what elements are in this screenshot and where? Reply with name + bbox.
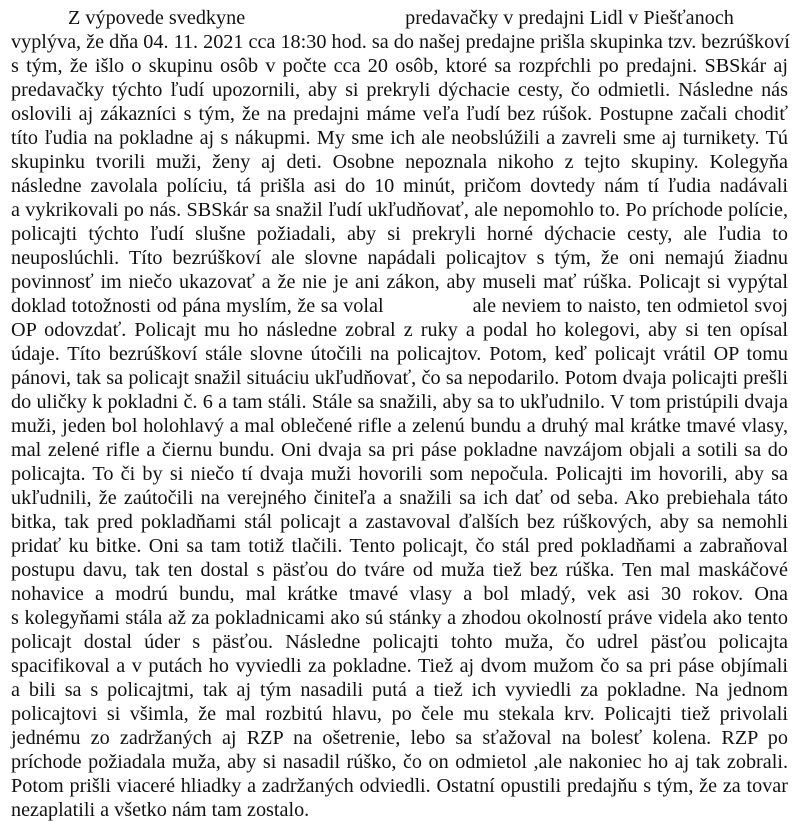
text-line-13: doklad totožnosti od pána myslím, že sa volal ale neviem to naisto, ten odmietol svoj [11,295,788,317]
text-line-21: ukľudnili, že zaútočili na verejného činiteľa a snažili sa ich dať od seba. Ako prebiehala táto [11,487,788,509]
text-line-29: a bili sa s policajtmi, tak aj tým nasadili putá a tiež ich vyviedli za pokladne. Na jednom [11,679,788,701]
text-line-5: oslovili aj zákazníci s tým, že na predajni máme veľa ľudí bez rúšok. Postupne začali chodiť [11,103,788,125]
text-line-4: predavačky týchto ľudí upozornili, aby si prekryli dýchacie cesty, čo odmietli. Následne nás [11,79,788,101]
text-line-16: pánovi, tak sa policajt snažil situáciu ukľudňovať, čo sa nepodarilo. Potom dvaja policajti prešli [11,367,788,389]
text-line-28: spacifikoval a v putách ho vyviedli za pokladne. Tiež aj dvom mužom čo sa pri páse objímali [11,655,788,677]
text-line-15: údaje. Títo bezrúškoví stále slovne útočili na policajtov. Potom, keď policajt vrátil OP tomu [11,343,788,365]
text-line-26: s kolegyňami stála až za pokladnicami ako sú stánky a zhodou okolností práve videla ako tento [11,607,788,629]
text-line-3: s tým, že išlo o skupinu osôb v počte cca 20 osôb, ktoré sa rozpŕchli po predajni. SBSkár aj [11,55,788,77]
text-line-27: policajt dostal úder s päsťou. Následne policajti tohto muža, čo udrel päsťou policajta [11,631,788,653]
text-fragment-end: predavačky v predajni Lidl v Piešťanoch [405,7,734,29]
text-line-24: postupu davu, tak ten dostal s päsťou do tváre od muža tiež bez rúška. Ten mal maskáčové [11,559,788,581]
text-line-14: OP odovzdať. Policajt mu ho následne zobral z ruky a podal ho kolegovi, aby si ten opísal [11,319,788,341]
text-line-10: policajti týchto ľudí slušne požiadali, aby si prekryli horné dýchacie cesty, ale ľudia to [11,223,788,245]
text-line-17: do uličky k pokladni č. 6 a tam stáli. Stále sa snažili, aby sa to ukľudnilo. V tom pristúpili dvaja [11,391,788,413]
text-line-31: jednému zo zadržaných aj RZP na ošetrenie, lebo sa sťažoval na bolesť kolena. RZP po [11,727,788,749]
text-line-30: policajtovi si všimla, že mal rozbitú hlavu, po čele mu stekala krv. Policajti tiež privolali [11,703,788,725]
text-line-8: následne zavolala políciu, tá prišla asi do 10 minút, pričom dovtedy nám tí ľudia nadávali [11,175,788,197]
text-line-23: pridať ku bitke. Oni sa tam totiž tlačili. Tento policajt, čo stál pred pokladňami a zabraňoval [11,535,788,557]
text-line-19: mal zelené rifle a čiernu bundu. Oni dvaja sa pri páse pokladne navzájom objali a sotili sa do [11,439,788,461]
text-line-1 [68,6,780,30]
text-line-32: príchode požiadala muža, aby si nasadil rúško, čo on odmietol ,ale nakoniec ho aj tak zobrali. [11,751,788,773]
text-line-18: muži, jeden bol holohlavý a mal oblečené rifle a zelenú bundu a druhý mal krátke tmavé vlasy, [11,415,788,437]
text-line-25: nohavice a modrú bundu, mal krátke tmavé vlasy a bol mladý, vek asi 30 rokov. Ona [11,583,788,605]
text-line-6: títo ľudia na pokladne aj s nákupmi. My sme ich ale neobslúžili a zavreli sme aj turnikety. Tú [11,127,788,149]
text-line-11: neuposlúchli. Títo bezrúškoví ale slovne napádali policajtov s tým, že oni nemajú žiadnu [11,247,788,269]
text-line-9: a vykrikovali po nás. SBSkár sa snažil ľudí ukľudňovať, ale nepomohlo to. Po príchode polície, [11,199,788,221]
text-line-7: skupinku tvorili muži, ženy aj deti. Osobne nepoznala nikoho z tejto skupiny. Kolegyňa [11,151,788,173]
text-line-2: vyplýva, že dňa 04. 11. 2021 cca 18:30 hod. sa do našej predajne prišla skupinka tzv. bezrúškoví [11,31,790,53]
text-line-22: bitka, tak pred pokladňami stál policajt a zastavoval ďalších bez rúškových, aby sa nemohli [11,511,788,533]
text-line-34: nezaplatili a všetko nám tam zostalo. [11,799,310,821]
text-line-20: policajta. To či by si niečo tí dvaja muži hovorili som nepočula. Policajti im hovorili, aby sa [11,463,788,485]
text-fragment-start: Z výpovede svedkyne [68,7,246,29]
text-line-33: Potom prišli viaceré hliadky a zadržaných odviedli. Ostatní opustili predajňu s tým, že za tovar [11,775,788,797]
text-line-12: povinnosť im niečo ukazovať a že nie je ani zákon, aby museli mať rúška. Policajt si vypýtal [11,271,788,293]
